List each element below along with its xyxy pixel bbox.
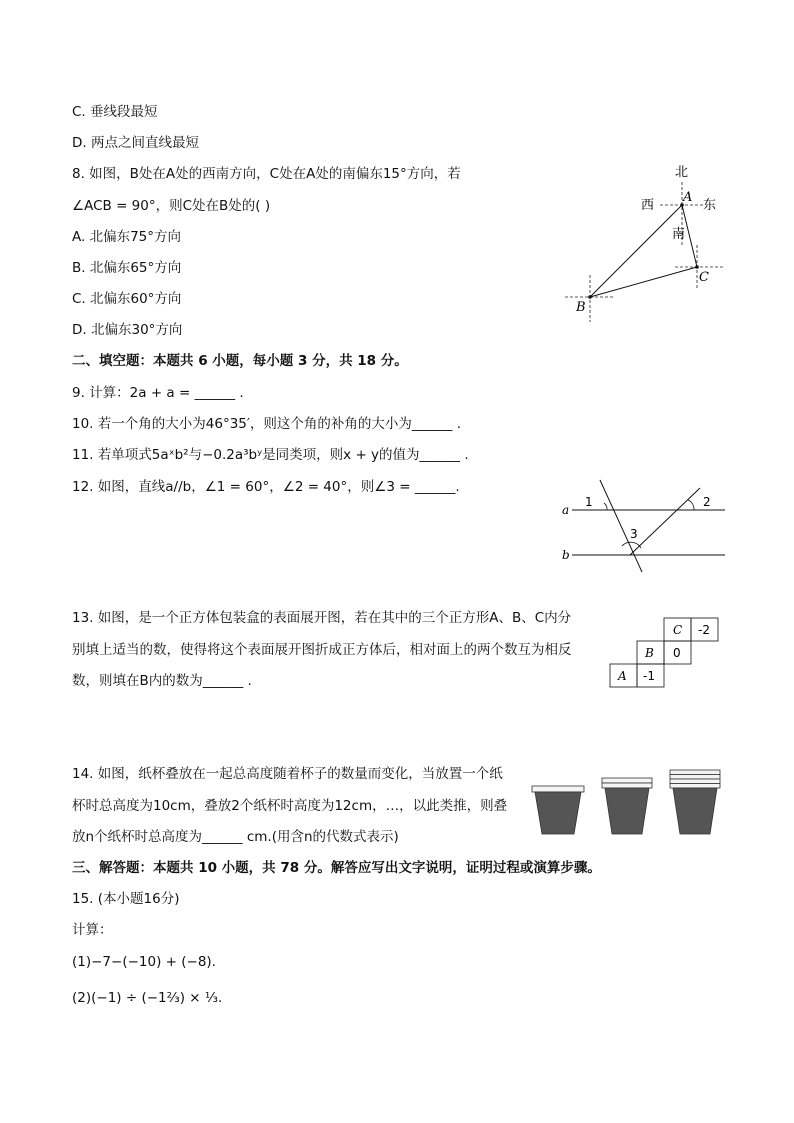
- q11-text: 11. 若单项式5aˣb²与−0.2a³bʸ是同类项，则x + y的值为______ .: [72, 447, 469, 463]
- q14-paper-cups-figure: [530, 768, 730, 836]
- q8-option-a: A. 北偏东75°方向: [72, 229, 182, 245]
- label-b: B: [576, 300, 586, 315]
- q8-option-d: D. 北偏东30°方向: [72, 322, 183, 338]
- label-north: 北: [675, 165, 689, 180]
- angle2-arc: [688, 500, 694, 510]
- cell-neg1-label: -1: [643, 669, 655, 683]
- cell-b-label: B: [645, 646, 654, 660]
- transversal-2: [630, 488, 700, 555]
- q12-parallel-lines-figure: [560, 480, 730, 575]
- label-east: 东: [703, 198, 717, 213]
- q13-line1: 13. 如图，是一个正方体包装盒的表面展开图，若在其中的三个正方形A、B、C内分: [72, 610, 572, 626]
- label-south: 南: [672, 227, 686, 242]
- single-cup: [532, 786, 584, 834]
- q15-prompt: 计算：: [72, 922, 113, 938]
- two-cup-stack: [602, 778, 652, 834]
- q8-direction-figure: [555, 160, 735, 320]
- q7-option-d: D. 两点之间直线最短: [72, 135, 199, 151]
- q15-part2: (2)(−1) ÷ (−1⅔) × ⅓.: [72, 990, 223, 1006]
- q8-option-b: B. 北偏东65°方向: [72, 260, 182, 276]
- segment-bc: [590, 267, 697, 297]
- label-angle1: 1: [585, 495, 593, 509]
- section3-title: 三、解答题：本题共 10 小题，共 78 分。解答应写出文字说明，证明过程或演算步骤。: [72, 860, 601, 876]
- label-west: 西: [641, 198, 655, 213]
- label-c: C: [699, 270, 709, 285]
- segment-ab: [590, 205, 682, 297]
- label-angle2: 2: [703, 495, 711, 509]
- q9-text: 9. 计算：2a + a = ______ .: [72, 385, 244, 401]
- cell-a-label: A: [618, 669, 627, 683]
- q13-line3: 数，则填在B内的数为______ .: [72, 673, 252, 689]
- q14-line2: 杯时总高度为10cm，叠放2个纸杯时高度为12cm，…，以此类推，则叠: [72, 798, 508, 814]
- label-b: b: [562, 548, 570, 562]
- point-c: [695, 265, 699, 269]
- q8-stem-line2: ∠ACB = 90°，则C处在B处的( ): [72, 198, 271, 214]
- q13-cube-net-figure: [610, 615, 725, 693]
- label-a: a: [562, 503, 570, 517]
- point-b: [588, 295, 592, 299]
- label-angle3: 3: [630, 527, 638, 541]
- q15-heading: 15. (本小题16分): [72, 891, 180, 907]
- q13-line2: 别填上适当的数，使得将这个表面展开图折成正方体后，相对面上的两个数互为相反: [72, 642, 572, 658]
- q12-text: 12. 如图，直线a//b，∠1 = 60°，∠2 = 40°，则∠3 = ______.: [72, 479, 460, 495]
- q14-line1: 14. 如图，纸杯叠放在一起总高度随着杯子的数量而变化，当放置一个纸: [72, 766, 503, 782]
- four-cup-stack: [670, 770, 720, 834]
- label-a: A: [683, 190, 693, 205]
- cell-0-label: 0: [673, 646, 681, 660]
- transversal-1: [600, 480, 642, 572]
- q8-stem-line1: 8. 如图，B处在A处的西南方向，C处在A处的南偏东15°方向，若: [72, 166, 461, 182]
- cell-c-label: C: [673, 623, 683, 637]
- q7-option-c: C. 垂线段最短: [72, 104, 158, 120]
- q14-line3: 放n个纸杯时总高度为______ cm.(用含n的代数式表示): [72, 829, 399, 845]
- cell-neg2-label: -2: [698, 623, 710, 637]
- section2-title: 二、填空题：本题共 6 小题，每小题 3 分，共 18 分。: [72, 353, 408, 369]
- q15-part1: (1)−7−(−10) + (−8).: [72, 954, 216, 970]
- q8-option-c: C. 北偏东60°方向: [72, 291, 182, 307]
- angle1-arc: [604, 503, 607, 510]
- q10-text: 10. 若一个角的大小为46°35′，则这个角的补角的大小为______ .: [72, 416, 462, 432]
